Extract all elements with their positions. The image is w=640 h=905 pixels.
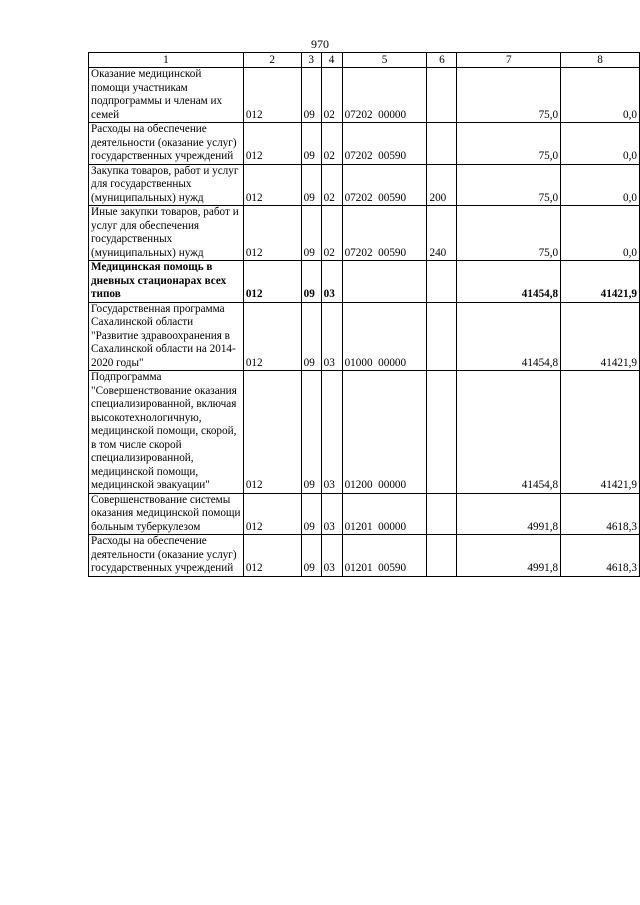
amount-col7: 75,0 (457, 164, 561, 206)
ministry-code: 012 (243, 206, 301, 261)
ministry-code: 012 (243, 123, 301, 165)
amount-col7: 41454,8 (457, 371, 561, 494)
expense-type-code (427, 261, 457, 303)
row-name: Закупка товаров, работ и услуг для государственных (муниципальных) нужд (89, 164, 244, 206)
row-name: Оказание медицинской помощи участникам подпрограммы и членам их семей (89, 68, 244, 123)
row-name: Совершенствование системы оказания медицинской помощи больным туберкулезом (89, 493, 244, 535)
column-number-row (89, 53, 640, 68)
subsection-code: 03 (321, 493, 342, 535)
column-header: 6 (427, 53, 457, 68)
table-row (89, 535, 640, 577)
target-article-code: 07202 00590 (342, 123, 427, 165)
amount-col7: 41454,8 (457, 302, 561, 371)
target-article-code: 07202 00590 (342, 164, 427, 206)
amount-col8: 0,0 (561, 68, 640, 123)
amount-col8: 41421,9 (561, 371, 640, 494)
table-row (89, 68, 640, 123)
amount-col8: 0,0 (561, 123, 640, 165)
section-code: 09 (301, 371, 321, 494)
table-row (89, 371, 640, 494)
expense-type-code (427, 302, 457, 371)
subsection-code: 02 (321, 164, 342, 206)
ministry-code: 012 (243, 302, 301, 371)
amount-col7: 75,0 (457, 123, 561, 165)
section-code: 09 (301, 302, 321, 371)
subsection-code: 02 (321, 123, 342, 165)
column-header: 8 (561, 53, 640, 68)
table-row (89, 206, 640, 261)
target-article-code: 07202 00000 (342, 68, 427, 123)
amount-col8: 0,0 (561, 206, 640, 261)
column-header: 5 (342, 53, 427, 68)
subsection-code: 03 (321, 371, 342, 494)
column-header: 4 (321, 53, 342, 68)
section-code: 09 (301, 164, 321, 206)
table-row (89, 123, 640, 165)
table-row (89, 493, 640, 535)
amount-col8: 4618,3 (561, 493, 640, 535)
ministry-code: 012 (243, 535, 301, 577)
ministry-code: 012 (243, 493, 301, 535)
amount-col8: 4618,3 (561, 535, 640, 577)
ministry-code: 012 (243, 371, 301, 494)
section-code: 09 (301, 206, 321, 261)
section-code: 09 (301, 261, 321, 303)
target-article-code: 01201 00590 (342, 535, 427, 577)
amount-col8: 0,0 (561, 164, 640, 206)
amount-col7: 41454,8 (457, 261, 561, 303)
column-header: 1 (89, 53, 244, 68)
section-code: 09 (301, 68, 321, 123)
table-row (89, 302, 640, 371)
ministry-code: 012 (243, 261, 301, 303)
target-article-code: 01000 00000 (342, 302, 427, 371)
column-header: 2 (243, 53, 301, 68)
row-name: Государственная программа Сахалинской области "Развитие здравоохранения в Сахалинской области на 2014-2020 годы" (89, 302, 244, 371)
amount-col7: 75,0 (457, 206, 561, 261)
target-article-code: 01201 00000 (342, 493, 427, 535)
subsection-code: 03 (321, 261, 342, 303)
expense-type-code: 240 (427, 206, 457, 261)
amount-col7: 4991,8 (457, 493, 561, 535)
page-number: 970 (311, 37, 329, 51)
subsection-code: 02 (321, 206, 342, 261)
column-header: 3 (301, 53, 321, 68)
amount-col8: 41421,9 (561, 261, 640, 303)
table-row (89, 261, 640, 303)
expense-type-code: 200 (427, 164, 457, 206)
row-name: Иные закупки товаров, работ и услуг для обеспечения государственных (муниципальных) нужд (89, 206, 244, 261)
subsection-code: 02 (321, 68, 342, 123)
subsection-code: 03 (321, 302, 342, 371)
ministry-code: 012 (243, 164, 301, 206)
row-name: Медицинская помощь в дневных стационарах всех типов (89, 261, 244, 303)
target-article-code: 07202 00590 (342, 206, 427, 261)
expense-type-code (427, 535, 457, 577)
section-code: 09 (301, 493, 321, 535)
expense-type-code (427, 371, 457, 494)
section-code: 09 (301, 123, 321, 165)
amount-col7: 4991,8 (457, 535, 561, 577)
target-article-code: 01200 00000 (342, 371, 427, 494)
expense-type-code (427, 68, 457, 123)
section-code: 09 (301, 535, 321, 577)
column-header: 7 (457, 53, 561, 68)
expense-type-code (427, 493, 457, 535)
budget-table (88, 52, 640, 577)
row-name: Расходы на обеспечение деятельности (оказание услуг) государственных учреждений (89, 123, 244, 165)
row-name: Расходы на обеспечение деятельности (оказание услуг) государственных учреждений (89, 535, 244, 577)
ministry-code: 012 (243, 68, 301, 123)
expense-type-code (427, 123, 457, 165)
amount-col7: 75,0 (457, 68, 561, 123)
subsection-code: 03 (321, 535, 342, 577)
amount-col8: 41421,9 (561, 302, 640, 371)
target-article-code (342, 261, 427, 303)
row-name: Подпрограмма "Совершенствование оказания специализированной, включая высокотехнологичную, медицинской помощи, скорой, в том числе скорой специализированной, медицинской помощи, медицинской эвакуации" (89, 371, 244, 494)
table-row (89, 164, 640, 206)
